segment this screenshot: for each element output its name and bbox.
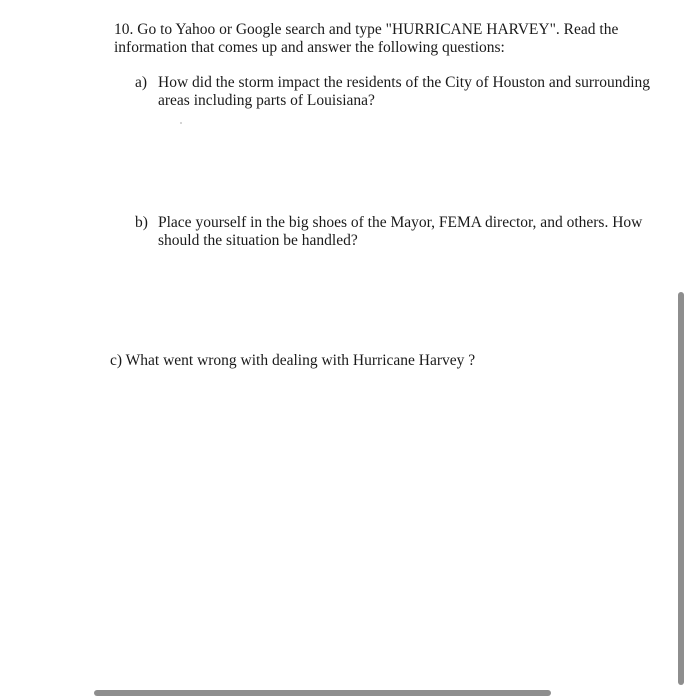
part-b-letter: b) [135,214,148,231]
part-a-text: How did the storm impact the residents of the City of Houston and surrounding areas including parts of Louisiana? [158,74,651,109]
vertical-scrollbar[interactable] [678,292,684,685]
question-part-c: c) What went wrong with dealing with Hurricane Harvey ? [110,352,476,369]
stray-mark [180,122,182,124]
question-10-prompt: 10. Go to Yahoo or Google search and type "HURRICANE HARVEY". Read the information that comes up and answer the following questions: [114,21,619,56]
part-b-text: Place yourself in the big shoes of the Mayor, FEMA director, and others. How should the situation be handled? [158,214,643,249]
horizontal-scrollbar[interactable] [94,690,551,696]
part-a-letter: a) [135,74,148,91]
